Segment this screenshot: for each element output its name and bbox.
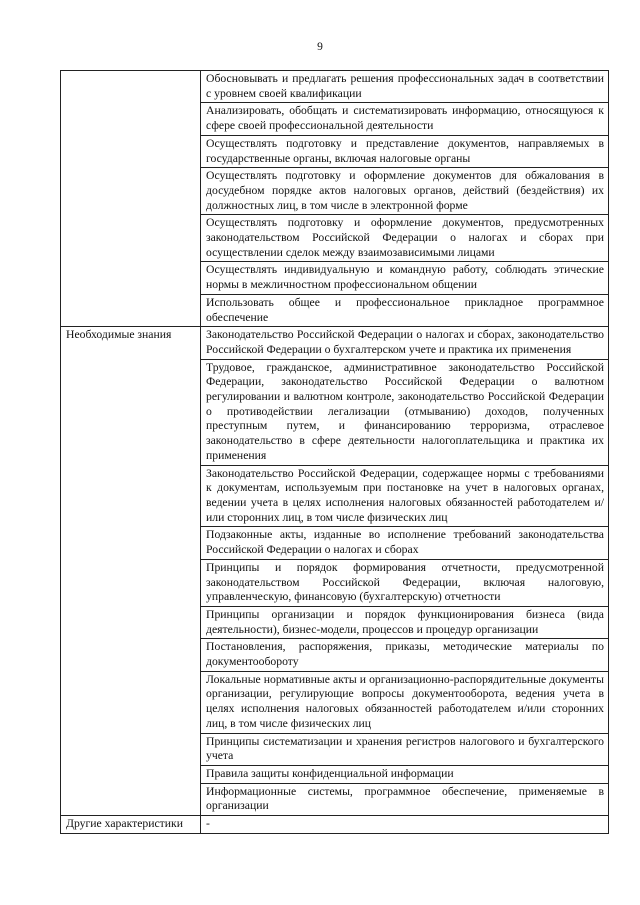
- skill-item: Осуществлять подготовку и оформление документов для обжалования в досудебном порядке актов налоговых органов, действий (бездействия) их должностных лиц, в том числе в электронной форме: [201, 168, 609, 215]
- knowledge-item: Постановления, распоряжения, приказы, методические материалы по документообороту: [201, 639, 609, 671]
- table-row: [61, 71, 609, 103]
- skill-item: Осуществлять подготовку и представление документов, направляемых в государственные органы, включая налоговые органы: [201, 135, 609, 167]
- knowledge-item: Законодательство Российской Федерации о налогах и сборах, законодательство Российской Федерации о бухгалтерском учете и практика их применения: [201, 327, 609, 359]
- knowledge-item: Локальные нормативные акты и организационно-распорядительные документы организации, регулирующие вопросы документооборота, ведения учета в целях исполнения налоговых обязанностей работодателем и/или сторонних лиц, в том числе физических лиц: [201, 671, 609, 733]
- qualification-table: [60, 70, 609, 834]
- skill-item: Использовать общее и профессиональное прикладное программное обеспечение: [201, 294, 609, 326]
- knowledge-item: Принципы систематизации и хранения регистров налогового и бухгалтерского учета: [201, 733, 609, 765]
- skill-item: Осуществлять индивидуальную и командную работу, соблюдать этические нормы в межличностном профессиональном общении: [201, 262, 609, 294]
- other-characteristics-value: -: [201, 816, 609, 834]
- knowledge-item: Информационные системы, программное обеспечение, применяемые в организации: [201, 783, 609, 815]
- knowledge-item: Принципы организации и порядок функционирования бизнеса (вида деятельности), бизнес-модели, процессов и процедур организации: [201, 606, 609, 638]
- table-row: [61, 816, 609, 834]
- other-characteristics-label: Другие характеристики: [61, 816, 201, 834]
- knowledge-item: Принципы и порядок формирования отчетности, предусмотренной законодательством Российской Федерации, включая налоговую, управленческую, финансовую (бухгалтерскую) отчетности: [201, 559, 609, 606]
- knowledge-item: Законодательство Российской Федерации, содержащее нормы с требованиями к документам, используемым при постановке на учет в налоговых органах, ведении учета в целях исполнения налоговых обязанностей работодателем и/или сторонних лиц, в том числе физических лиц: [201, 465, 609, 527]
- knowledge-label: Необходимые знания: [61, 327, 201, 816]
- page-number: 9: [317, 41, 323, 53]
- table-row: [61, 327, 609, 359]
- skills-label-cell: [61, 71, 201, 327]
- skill-item: Обосновывать и предлагать решения профессиональных задач в соответствии с уровнем своей квалификации: [201, 71, 609, 103]
- knowledge-item: Трудовое, гражданское, административное законодательство Российской Федерации, законодательство Российской Федерации о валютном регулировании и валютном контроле, законодательство Российской Федерации о противодействии легализации (отмыванию) доходов, полученных преступным путем, и финансированию терроризма, отраслевое законодательство в сфере деятельности налогоплательщика и практика их применения: [201, 359, 609, 465]
- knowledge-item: Правила защиты конфиденциальной информации: [201, 765, 609, 783]
- skill-item: Анализировать, обобщать и систематизировать информацию, относящуюся к сфере своей профессиональной деятельности: [201, 103, 609, 135]
- skill-item: Осуществлять подготовку и оформление документов, предусмотренных законодательством Российской Федерации о налогах и сборах при осуществлении сделок между взаимозависимыми лицами: [201, 215, 609, 262]
- knowledge-item: Подзаконные акты, изданные во исполнение требований законодательства Российской Федерации о налогах и сборах: [201, 527, 609, 559]
